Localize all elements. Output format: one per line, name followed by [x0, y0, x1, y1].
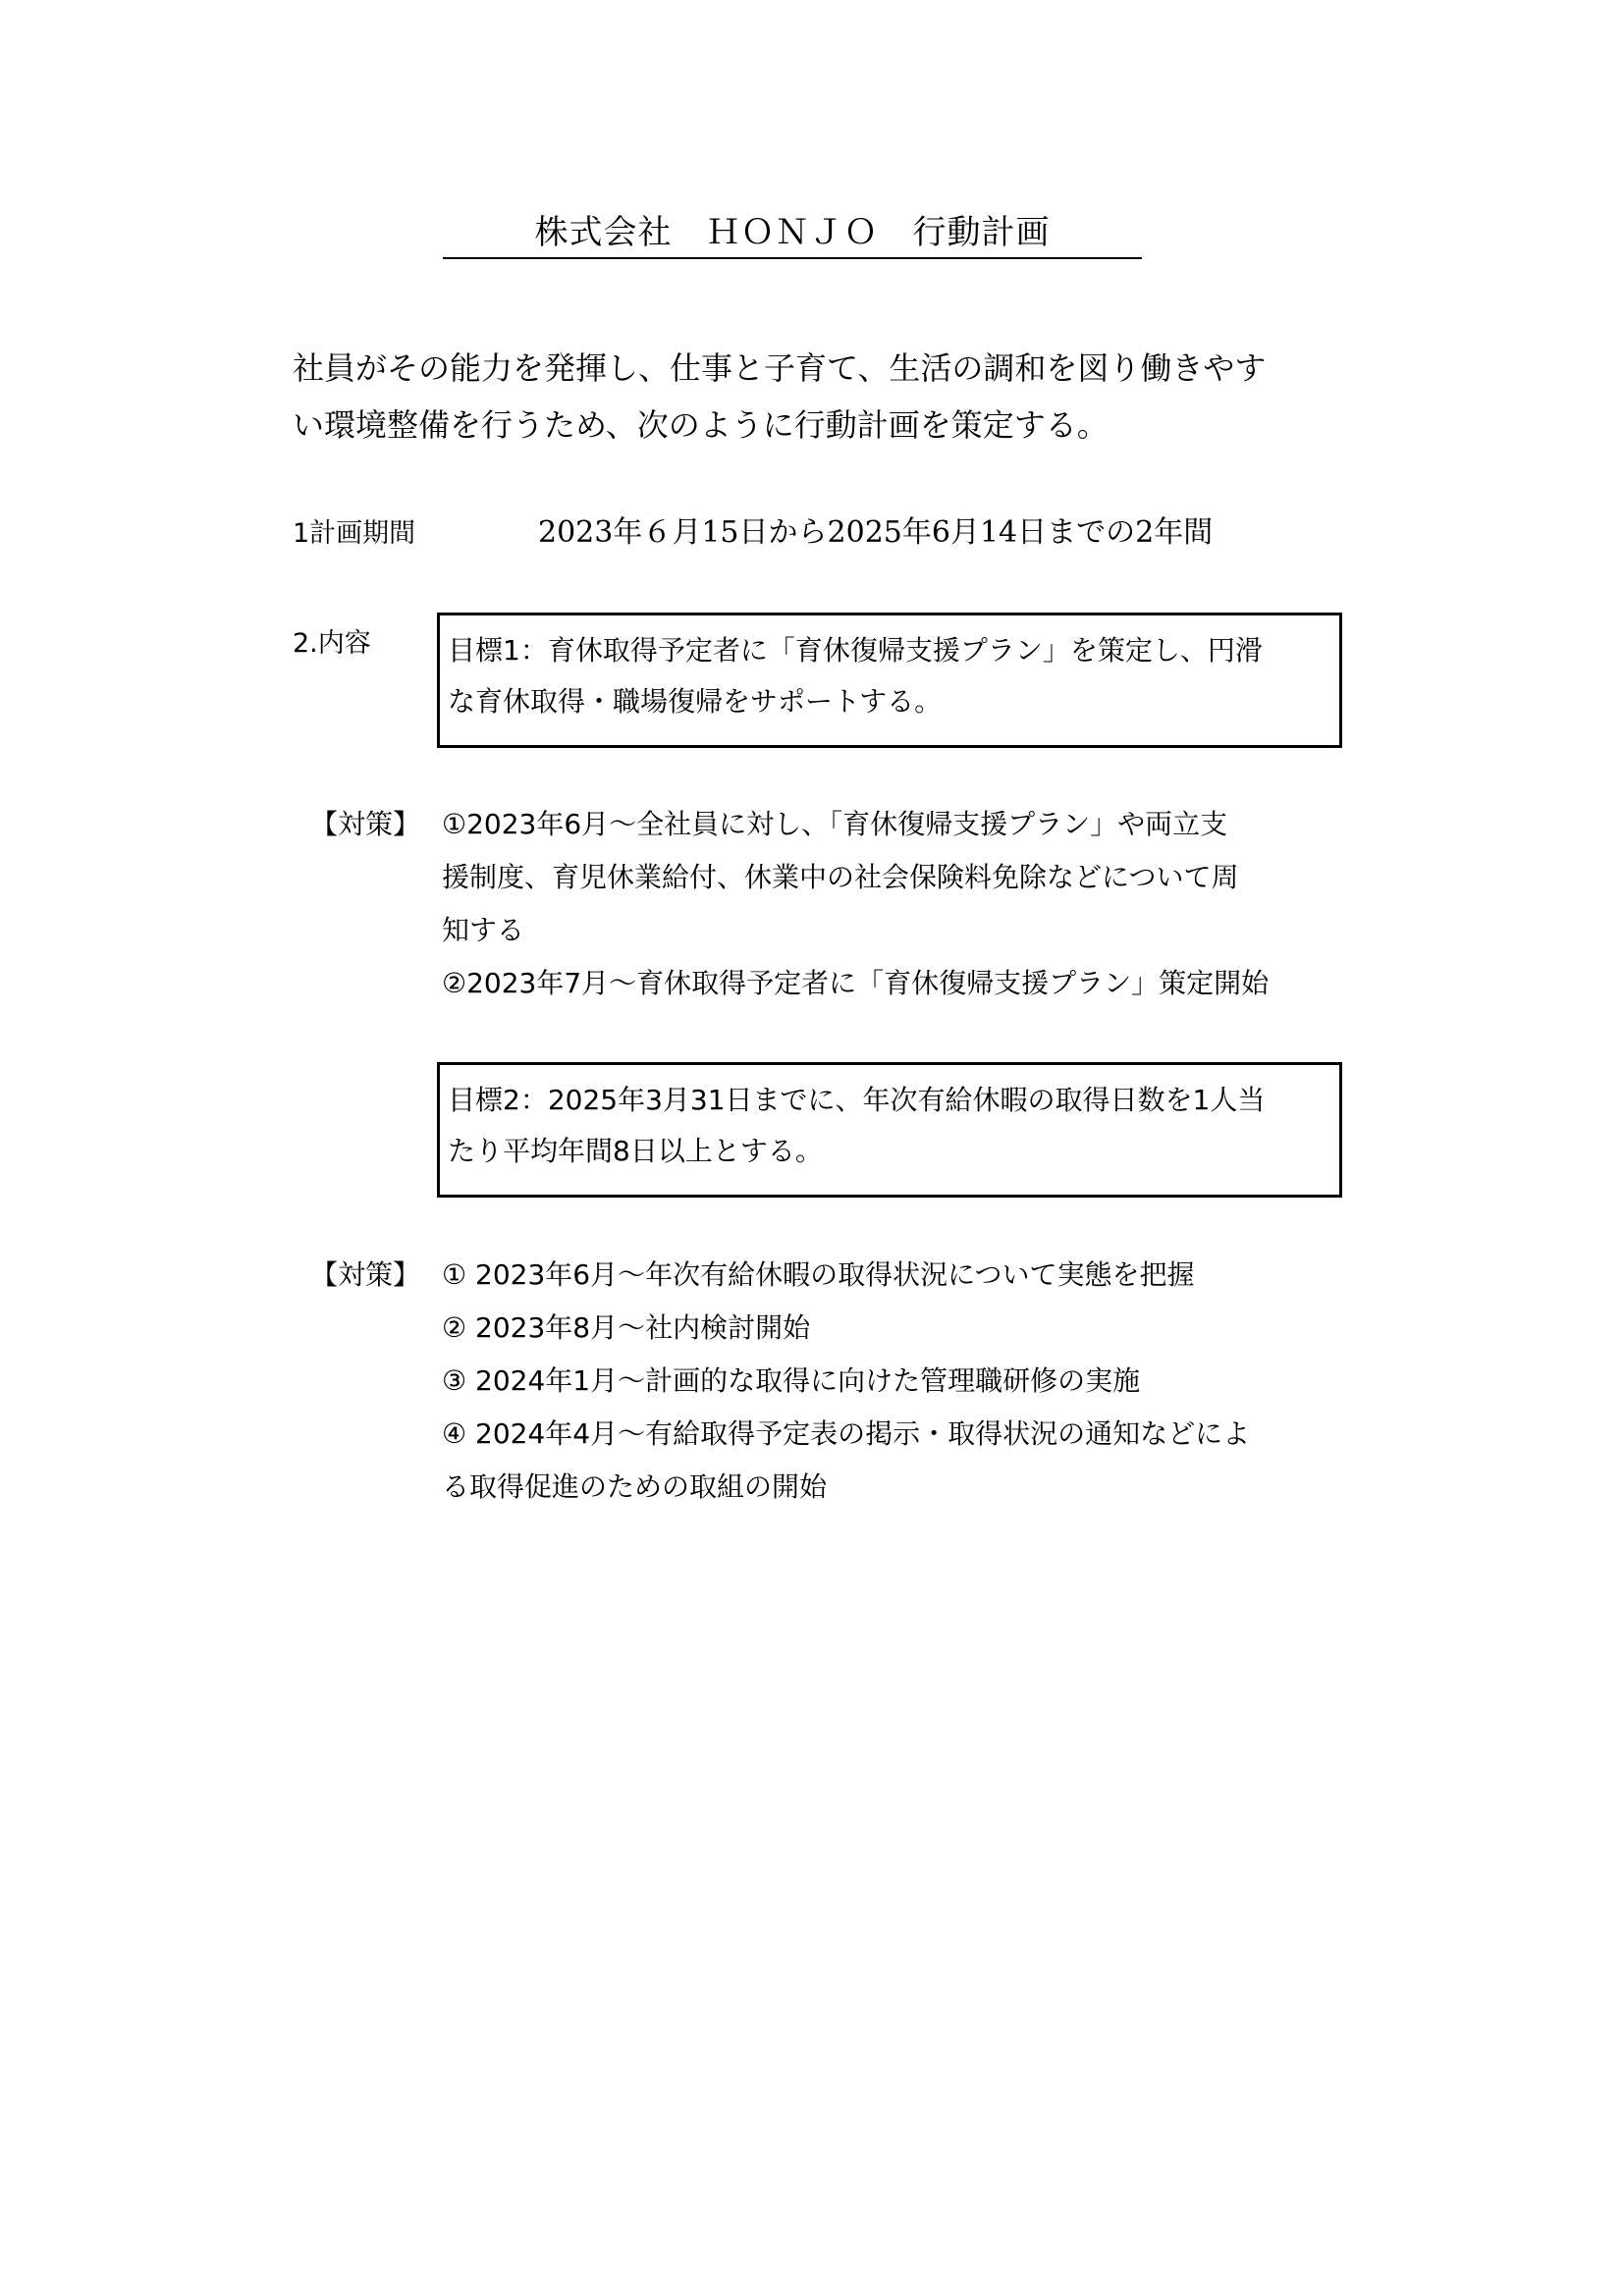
goal-1-line: 目標1：育休取得予定者に「育休復帰支援プラン」を策定し、円滑 — [448, 634, 1263, 667]
goal-1-measures-list — [442, 798, 1345, 1010]
goal-2-measures-label: 【対策】 — [310, 1258, 421, 1291]
goal-1-line: な育休取得・職場復帰をサポートする。 — [448, 685, 943, 718]
measure-line: る取得促進のための取組の開始 — [442, 1470, 828, 1503]
measure-line: ①2023年6月～全社員に対し、「育休復帰支援プラン」や両立支 — [442, 808, 1228, 840]
intro-paragraph — [293, 340, 1333, 454]
measure-line: ④ 2024年4月～有給取得予定表の掲示・取得状況の通知などによ — [442, 1417, 1251, 1450]
measure-line: 援制度、育児休業給付、休業中の社会保険料免除などについて周 — [442, 861, 1239, 893]
measure-line: ② 2023年8月～社内検討開始 — [442, 1311, 811, 1344]
measure-line: ③ 2024年1月～計画的な取得に向けた管理職研修の実施 — [442, 1364, 1141, 1397]
goal-1-box — [437, 613, 1342, 748]
goal-2-line: たり平均年間8日以上とする。 — [448, 1135, 823, 1167]
plan-period-value: 2023年６月15日から2025年6月14日までの2年間 — [538, 515, 1214, 550]
document-title: 株式会社 ＨＯＮＪＯ 行動計画 — [443, 210, 1142, 259]
measure-line: ②2023年7月～育休取得予定者に「育休復帰支援プラン」策定開始 — [442, 967, 1270, 999]
measure-line: ① 2023年6月～年次有給休暇の取得状況について実態を把握 — [442, 1258, 1195, 1291]
plan-period-label: 1計画期間 — [293, 518, 416, 549]
intro-line: 社員がその能力を発揮し、仕事と子育て、生活の調和を図り働きやす — [293, 349, 1267, 387]
intro-line: い環境整備を行うため、次のように行動計画を策定する。 — [293, 406, 1109, 444]
goal-1-measures-label: 【対策】 — [310, 808, 421, 840]
measure-line: 知する — [442, 914, 525, 946]
goal-2-box — [437, 1062, 1342, 1198]
content-label: 2.内容 — [293, 628, 371, 659]
goal-2-measures-list — [442, 1249, 1345, 1514]
goal-2-line: 目標2：2025年3月31日までに、年次有給休暇の取得日数を1人当 — [448, 1084, 1266, 1116]
